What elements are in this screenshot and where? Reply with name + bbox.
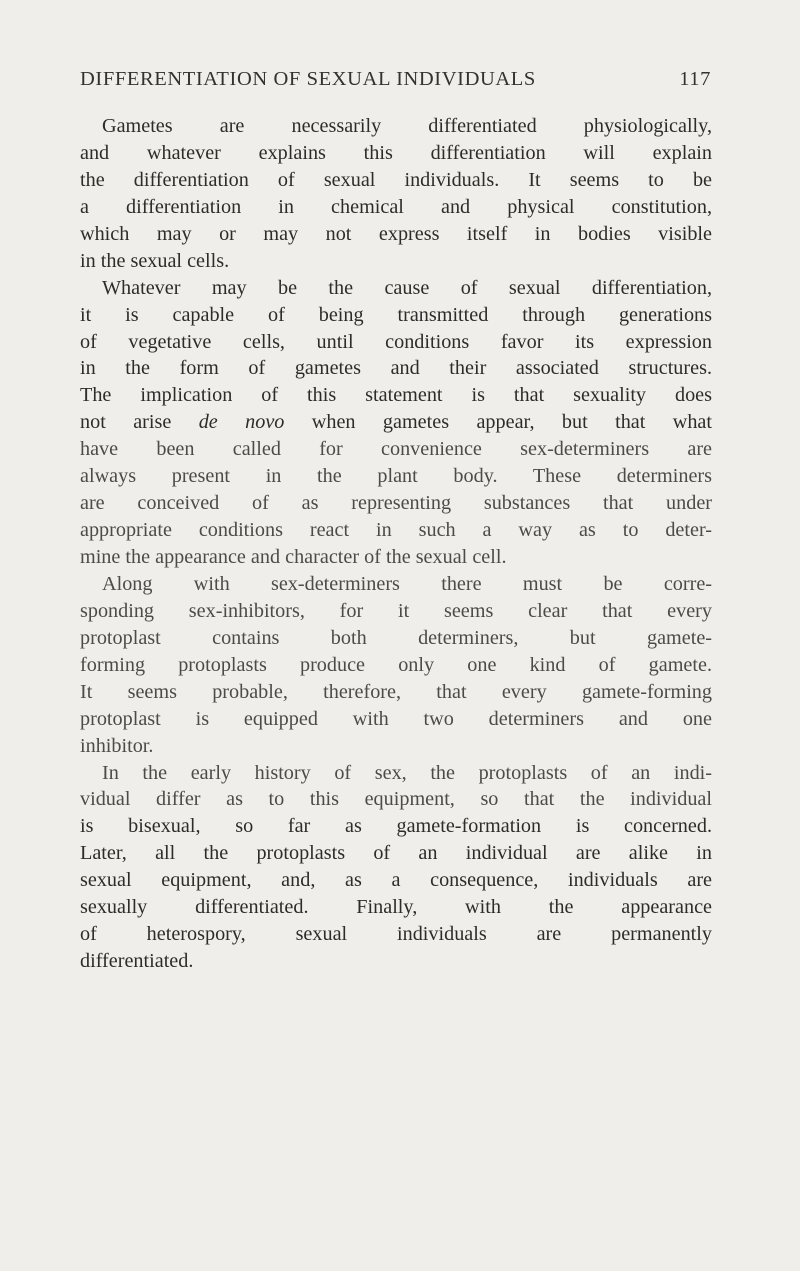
paragraph-2-line-italic: not arise de novo when gametes appear, but that what [80,411,712,434]
paragraph-2-line: of vegetative cells, until conditions favor its expression [80,330,712,353]
body-text [80,113,712,975]
paragraph-4-line: Later, all the protoplasts of an individual are alike in [80,842,712,865]
paragraph-3-line: It seems probable, therefore, that every gamete-forming [80,680,712,703]
paragraph-1-line: Gametes are necessarily differentiated physiologically, [102,115,712,137]
paragraph-3-line: inhibitor. [80,734,154,757]
paragraph-2-line: mine the appearance and character of the sexual cell. [80,546,507,568]
running-head [80,68,711,102]
paragraph-3-line: forming protoplasts produce only one kind of gamete. [80,653,712,676]
running-title: DIFFERENTIATION OF SEXUAL INDIVIDUALS [80,68,536,90]
paragraph-1-line: a differentiation in chemical and physical constitution, [80,195,712,218]
paragraph-4-line: sexually differentiated. Finally, with the appearance [80,896,712,919]
paragraph-3-line: protoplast contains both determiners, but gamete- [80,626,712,649]
paragraph-3-line: sponding sex-inhibitors, for it seems clear that every [80,599,712,622]
paragraph-3-line: Along with sex-determiners there must be corre- [102,572,712,595]
paragraph-1-line: the differentiation of sexual individuals. It seems to be [80,168,712,191]
paragraph-4-line: of heterospory, sexual individuals are permanently [80,923,712,946]
paragraph-4-line: differentiated. [80,950,194,973]
paragraph-2-line: in the form of gametes and their associated structures. [80,357,712,380]
paragraph-4-line: vidual differ as to this equipment, so that the individual [80,788,712,811]
paragraph-1-line: which may or may not express itself in bodies visible [80,222,712,245]
paragraph-2-line: Whatever may be the cause of sexual differentiation, [102,276,712,299]
paragraph-1-line: and whatever explains this differentiation will explain [80,141,712,164]
paragraph-2-line: are conceived of as representing substances that under [80,492,712,515]
paragraph-3-line: protoplast is equipped with two determiners and one [80,707,712,730]
paragraph-4-line: is bisexual, so far as gamete-formation is concerned. [80,815,712,838]
page-number: 117 [679,68,711,90]
paragraph-2-line: The implication of this statement is that sexuality does [80,384,712,407]
paragraph-2-line: have been called for convenience sex-determiners are [80,438,712,461]
latin-phrase: de novo [198,411,285,434]
paragraph-2-line: it is capable of being transmitted through generations [80,303,712,326]
paragraph-4-line: In the early history of sex, the protoplasts of an indi- [102,761,712,784]
paragraph-2-line: appropriate conditions react in such a way as to deter- [80,519,712,542]
paragraph-1-line: in the sexual cells. [80,249,230,272]
paragraph-2-line: always present in the plant body. These determiners [80,465,712,488]
paragraph-4-line: sexual equipment, and, as a consequence, individuals are [80,869,712,892]
